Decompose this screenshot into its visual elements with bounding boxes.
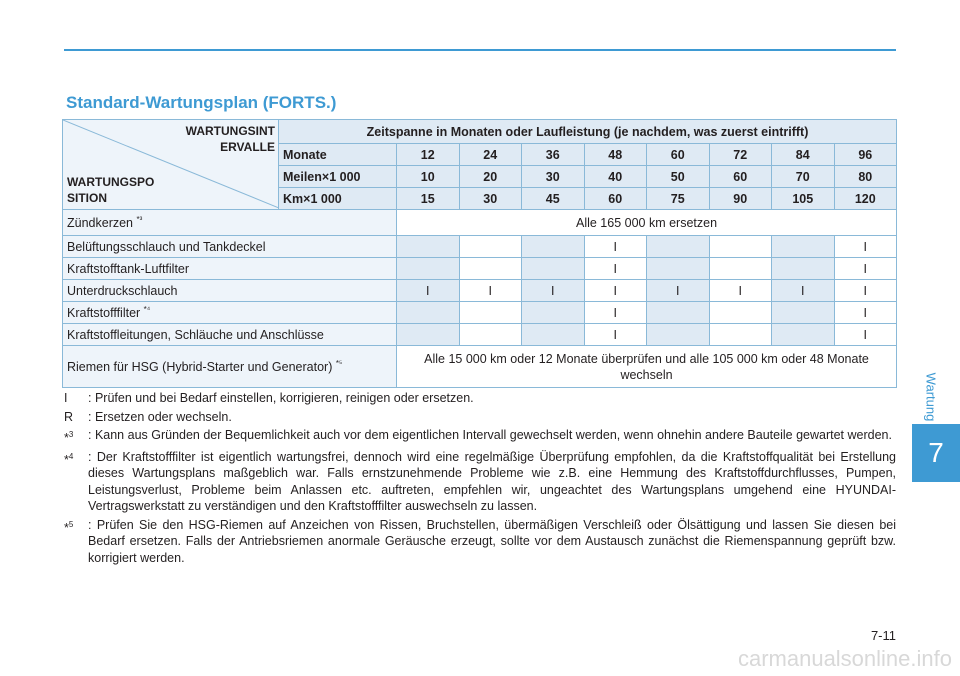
- inspection-mark: [522, 236, 585, 258]
- maintenance-item-row: [63, 236, 897, 258]
- item-name: [63, 280, 397, 302]
- item-name: [63, 302, 397, 324]
- interval-value: 50: [647, 166, 710, 188]
- interval-value: 36: [522, 144, 585, 166]
- interval-value: 75: [647, 188, 710, 210]
- inspection-mark: I: [397, 280, 460, 302]
- legend-key-symbol: *: [64, 452, 69, 467]
- legend: [64, 390, 896, 568]
- item-name-text: Zündkerzen: [67, 216, 134, 231]
- page-number: 7-11: [870, 628, 896, 643]
- inspection-mark: [397, 324, 460, 346]
- maintenance-table: [62, 119, 897, 388]
- interval-value: 105: [772, 188, 835, 210]
- inspection-mark: [459, 324, 522, 346]
- legend-key-symbol: R: [64, 409, 74, 424]
- inspection-mark: [397, 236, 460, 258]
- inspection-mark: [522, 324, 585, 346]
- interval-value: 96: [834, 144, 897, 166]
- interval-value: 10: [397, 166, 460, 188]
- item-name: [63, 324, 397, 346]
- legend-entry: [64, 427, 896, 447]
- inspection-mark: I: [459, 280, 522, 302]
- table-header-row: [63, 120, 897, 144]
- inspection-mark: [397, 258, 460, 280]
- legend-text: : Prüfen und bei Bedarf einstellen, korrigieren, reinigen oder ersetzen.: [88, 391, 474, 405]
- interval-value: 72: [709, 144, 772, 166]
- legend-key-sup: 3: [68, 430, 74, 439]
- item-note: *⁵: [335, 358, 343, 368]
- item-name-text: Kraftstofffilter: [67, 306, 141, 321]
- interval-value: 30: [522, 166, 585, 188]
- inspection-mark: [459, 236, 522, 258]
- inspection-mark: [647, 302, 710, 324]
- maintenance-item-row: [63, 346, 897, 388]
- inspection-mark: [647, 324, 710, 346]
- interval-value: 84: [772, 144, 835, 166]
- inspection-mark: [459, 302, 522, 324]
- legend-key: [64, 517, 88, 567]
- interval-value: 60: [647, 144, 710, 166]
- interval-value: 80: [834, 166, 897, 188]
- inspection-mark: I: [709, 280, 772, 302]
- interval-value: 40: [584, 166, 647, 188]
- legend-entry: [64, 517, 896, 567]
- inspection-mark: [397, 302, 460, 324]
- inspection-mark: I: [584, 236, 647, 258]
- maintenance-item-row: [63, 302, 897, 324]
- legend-entry: [64, 409, 896, 426]
- inspection-mark: I: [584, 280, 647, 302]
- item-name: [63, 210, 397, 236]
- inspection-mark: [647, 236, 710, 258]
- legend-text: : Ersetzen oder wechseln.: [88, 409, 232, 424]
- legend-entry: [64, 390, 896, 407]
- maintenance-item-row: [63, 258, 897, 280]
- corner-position-label: WARTUNGSPO SITION: [67, 175, 155, 205]
- item-name-text: Belüftungsschlauch und Tankdeckel: [67, 239, 266, 254]
- maintenance-item-row: [63, 210, 897, 236]
- interval-value: 90: [709, 188, 772, 210]
- interval-value: 70: [772, 166, 835, 188]
- corner-interval-label: WARTUNGSINT ERVALLE: [185, 124, 275, 154]
- inspection-mark: I: [834, 280, 897, 302]
- interval-value: 30: [459, 188, 522, 210]
- interval-value: 12: [397, 144, 460, 166]
- inspection-mark: I: [834, 258, 897, 280]
- item-name-text: Kraftstofftank-Luftfilter: [67, 261, 190, 276]
- interval-row-label: Monate: [279, 144, 397, 166]
- inspection-mark: [522, 302, 585, 324]
- inspection-mark: I: [772, 280, 835, 302]
- item-name-text: Kraftstoffleitungen, Schläuche und Anschlüsse: [67, 327, 324, 342]
- item-interval-text: Alle 165 000 km ersetzen: [397, 210, 897, 236]
- inspection-mark: I: [834, 302, 897, 324]
- interval-header: Zeitspanne in Monaten oder Laufleistung (je nachdem, was zuerst eintrifft): [279, 120, 897, 144]
- interval-row-label: Meilen×1 000: [279, 166, 397, 188]
- inspection-mark: I: [584, 258, 647, 280]
- inspection-mark: [709, 302, 772, 324]
- inspection-mark: I: [584, 302, 647, 324]
- inspection-mark: [772, 236, 835, 258]
- interval-value: 60: [584, 188, 647, 210]
- top-rule: [64, 49, 896, 51]
- inspection-mark: I: [522, 280, 585, 302]
- inspection-mark: [709, 258, 772, 280]
- corner-diagonal-cell: [63, 120, 279, 210]
- item-name: [63, 346, 397, 388]
- item-note: *³: [136, 214, 143, 224]
- maintenance-item-row: [63, 280, 897, 302]
- item-name-text: Unterdruckschlauch: [67, 283, 178, 298]
- legend-text: : Prüfen Sie den HSG-Riemen auf Anzeichen von Rissen, Bruchstellen, übermäßigen Verschleiß oder Ölsättigung und lassen Sie diesen bei Bedarf ersetzen. Falls der Antriebsriemen anormale Geräusche erzeugt, sollte vor dem Austausch zunächst die Riemenspannung geprüft bzw. korrigiert werden.: [88, 517, 896, 565]
- item-note: *⁴: [143, 304, 151, 314]
- legend-key-sup: 5: [68, 519, 74, 529]
- legend-key: [64, 427, 88, 447]
- interval-value: 120: [834, 188, 897, 210]
- legend-key: [64, 409, 88, 426]
- legend-key-symbol: *: [64, 431, 69, 446]
- legend-text: : Der Kraftstofffilter ist eigentlich wartungsfrei, dennoch wird eine regelmäßige Überprüfung empfohlen, da die Kraftstoffqualität bei Erstellung dieses Wartungsplans maßgeblich war. Falls ernstzunehmende Probleme wie z.B. eine Hemmung des Kraftstoffdurchflusses, Pumpen, Leistungsverlust, Probleme beim Anlassen etc. auftreten, empfehlen wir, ungeachtet des Wartungsplans umgehend eine HYUNDAI-Vertragswerkstatt zu verständigen und den Kraftstofffilter auswechseln zu lassen.: [88, 449, 896, 514]
- inspection-mark: [772, 324, 835, 346]
- maintenance-item-row: [63, 324, 897, 346]
- inspection-mark: I: [584, 324, 647, 346]
- inspection-mark: [522, 258, 585, 280]
- legend-key-symbol: I: [64, 391, 68, 405]
- inspection-mark: [772, 258, 835, 280]
- interval-value: 60: [709, 166, 772, 188]
- legend-key-symbol: *: [64, 520, 69, 535]
- legend-text: : Kann aus Gründen der Bequemlichkeit auch vor dem eigentlichen Intervall gewechselt werden, wenn ohnehin andere Bauteile gewartet werden.: [88, 428, 892, 442]
- inspection-mark: I: [647, 280, 710, 302]
- side-section-label: Wartung: [923, 372, 939, 422]
- item-name: [63, 236, 397, 258]
- section-title: Standard-Wartungsplan (FORTS.): [66, 93, 337, 112]
- inspection-mark: [772, 302, 835, 324]
- interval-value: 15: [397, 188, 460, 210]
- inspection-mark: I: [834, 324, 897, 346]
- legend-key: [64, 390, 88, 407]
- interval-value: 20: [459, 166, 522, 188]
- item-interval-text: Alle 15 000 km oder 12 Monate überprüfen und alle 105 000 km oder 48 Monate wechseln: [397, 346, 897, 388]
- item-name: [63, 258, 397, 280]
- legend-key-sup: 4: [68, 451, 74, 461]
- item-name-text: Riemen für HSG (Hybrid-Starter und Generator): [67, 360, 333, 375]
- interval-value: 45: [522, 188, 585, 210]
- interval-row-label: Km×1 000: [279, 188, 397, 210]
- footer-watermark: carmanualsonline.info: [737, 646, 952, 671]
- interval-value: 24: [459, 144, 522, 166]
- inspection-mark: [709, 324, 772, 346]
- inspection-mark: [459, 258, 522, 280]
- legend-entry: [64, 449, 896, 515]
- inspection-mark: [647, 258, 710, 280]
- inspection-mark: I: [834, 236, 897, 258]
- chapter-tab: 7: [912, 424, 960, 482]
- inspection-mark: [709, 236, 772, 258]
- interval-value: 48: [584, 144, 647, 166]
- legend-key: [64, 449, 88, 515]
